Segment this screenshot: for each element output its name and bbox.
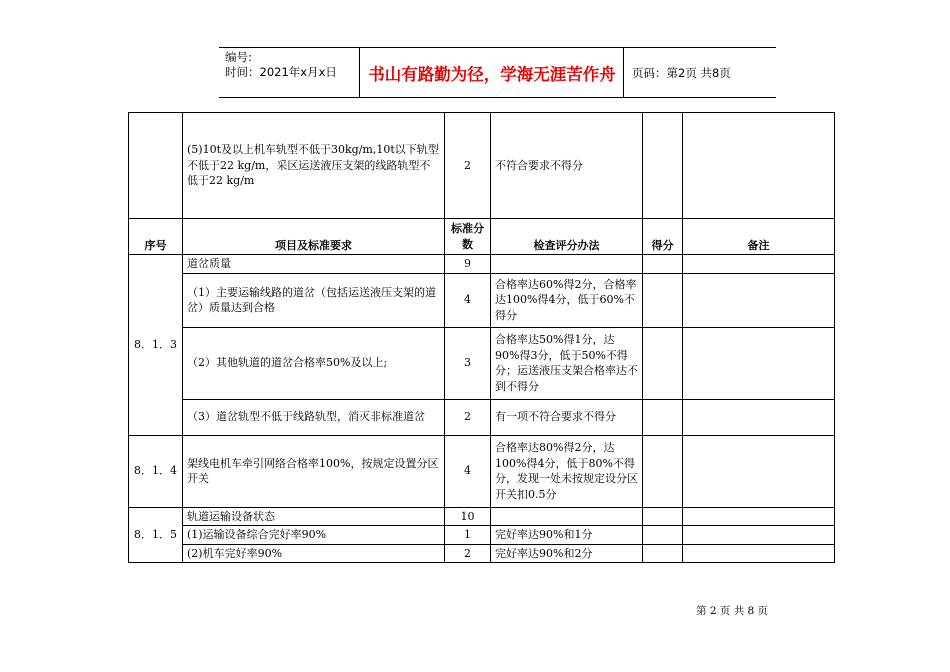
item-cell: （3）道岔轨型不低于线路轨型，消灭非标准道岔	[183, 399, 445, 435]
col-seq: 序号	[129, 219, 183, 255]
got-cell	[643, 544, 683, 563]
seq-cell: 8．1．5	[129, 507, 183, 563]
seq-cell: 8．1．4	[129, 435, 183, 507]
col-method: 检查评分办法	[491, 219, 643, 255]
item-cell: (1)运输设备综合完好率90%	[183, 526, 445, 545]
score-cell: 2	[445, 399, 491, 435]
got-cell	[643, 435, 683, 507]
score-cell: 1	[445, 526, 491, 545]
score-cell: 2	[445, 544, 491, 563]
table-row	[129, 526, 835, 545]
note-cell	[683, 435, 835, 507]
score-cell: 10	[445, 507, 491, 526]
note-cell	[683, 399, 835, 435]
note-cell	[683, 507, 835, 526]
seq-cell: 8．1．3	[129, 255, 183, 436]
page-info: 页码：第2页 共8页	[632, 65, 731, 80]
item-cell: （1）主要运输线路的道岔（包括运送液压支架的道岔）质量达到合格	[183, 273, 445, 327]
item-cell: 道岔质量	[183, 255, 445, 274]
note-cell	[683, 113, 835, 219]
got-cell	[643, 327, 683, 399]
got-cell	[643, 526, 683, 545]
item-cell: (5)10t及以上机车轨型不低于30kg/m,10t以下轨型不低于22 kg/m，采区运送液压支架的线路轨型不低于22 kg/m	[183, 113, 445, 219]
item-cell: 架线电机车牵引网络合格率100%，按规定设置分区开关	[183, 435, 445, 507]
col-item: 项目及标准要求	[183, 219, 445, 255]
page-header	[219, 47, 776, 98]
table-row	[129, 273, 835, 327]
item-cell: (2)机车完好率90%	[183, 544, 445, 563]
got-cell	[643, 113, 683, 219]
score-cell: 3	[445, 327, 491, 399]
item-cell: （2）其他轨道的道岔合格率50%及以上;	[183, 327, 445, 399]
method-cell: 完好率达90%和2分	[491, 544, 643, 563]
method-cell	[491, 255, 643, 274]
method-cell: 合格率达60%得2分，合格率达100%得4分，低于60%不得分	[491, 273, 643, 327]
seq-cell	[129, 113, 183, 219]
got-cell	[643, 273, 683, 327]
note-cell	[683, 327, 835, 399]
score-cell: 4	[445, 435, 491, 507]
note-cell	[683, 255, 835, 274]
got-cell	[643, 399, 683, 435]
table-row	[129, 399, 835, 435]
col-got: 得分	[643, 219, 683, 255]
method-cell: 完好率达90%和1分	[491, 526, 643, 545]
number-label: 编号:	[225, 50, 252, 64]
score-cell: 2	[445, 113, 491, 219]
motto: 书山有路勤为径，学海无涯苦作舟	[361, 48, 624, 97]
table-row	[129, 435, 835, 507]
method-cell: 合格率达50%得1分，达90%得3分，低于50%不得分；运送液压支架合格率达不到不得分	[491, 327, 643, 399]
header-meta	[219, 48, 360, 97]
score-cell: 9	[445, 255, 491, 274]
note-cell	[683, 526, 835, 545]
page-footer: 第 2 页 共 8 页	[696, 605, 769, 617]
item-cell: 轨道运输设备状态	[183, 507, 445, 526]
method-cell: 不符合要求不得分	[491, 113, 643, 219]
scoring-table	[128, 112, 835, 563]
method-cell: 有一项不符合要求不得分	[491, 399, 643, 435]
table-row	[129, 327, 835, 399]
table-row	[129, 507, 835, 526]
got-cell	[643, 255, 683, 274]
col-score: 标准分数	[445, 219, 491, 255]
method-cell: 合格率达80%得2分，达100%得4分，低于80%不得分，发现一处未按规定设分区开关扣0.5分	[491, 435, 643, 507]
method-cell	[491, 507, 643, 526]
note-cell	[683, 544, 835, 563]
score-cell: 4	[445, 273, 491, 327]
column-header-row	[129, 219, 835, 255]
note-cell	[683, 273, 835, 327]
time-label: 时间：2021年x月x日	[225, 65, 337, 79]
col-note: 备注	[683, 219, 835, 255]
got-cell	[643, 507, 683, 526]
table-row	[129, 113, 835, 219]
table-row	[129, 544, 835, 563]
table-row	[129, 255, 835, 274]
